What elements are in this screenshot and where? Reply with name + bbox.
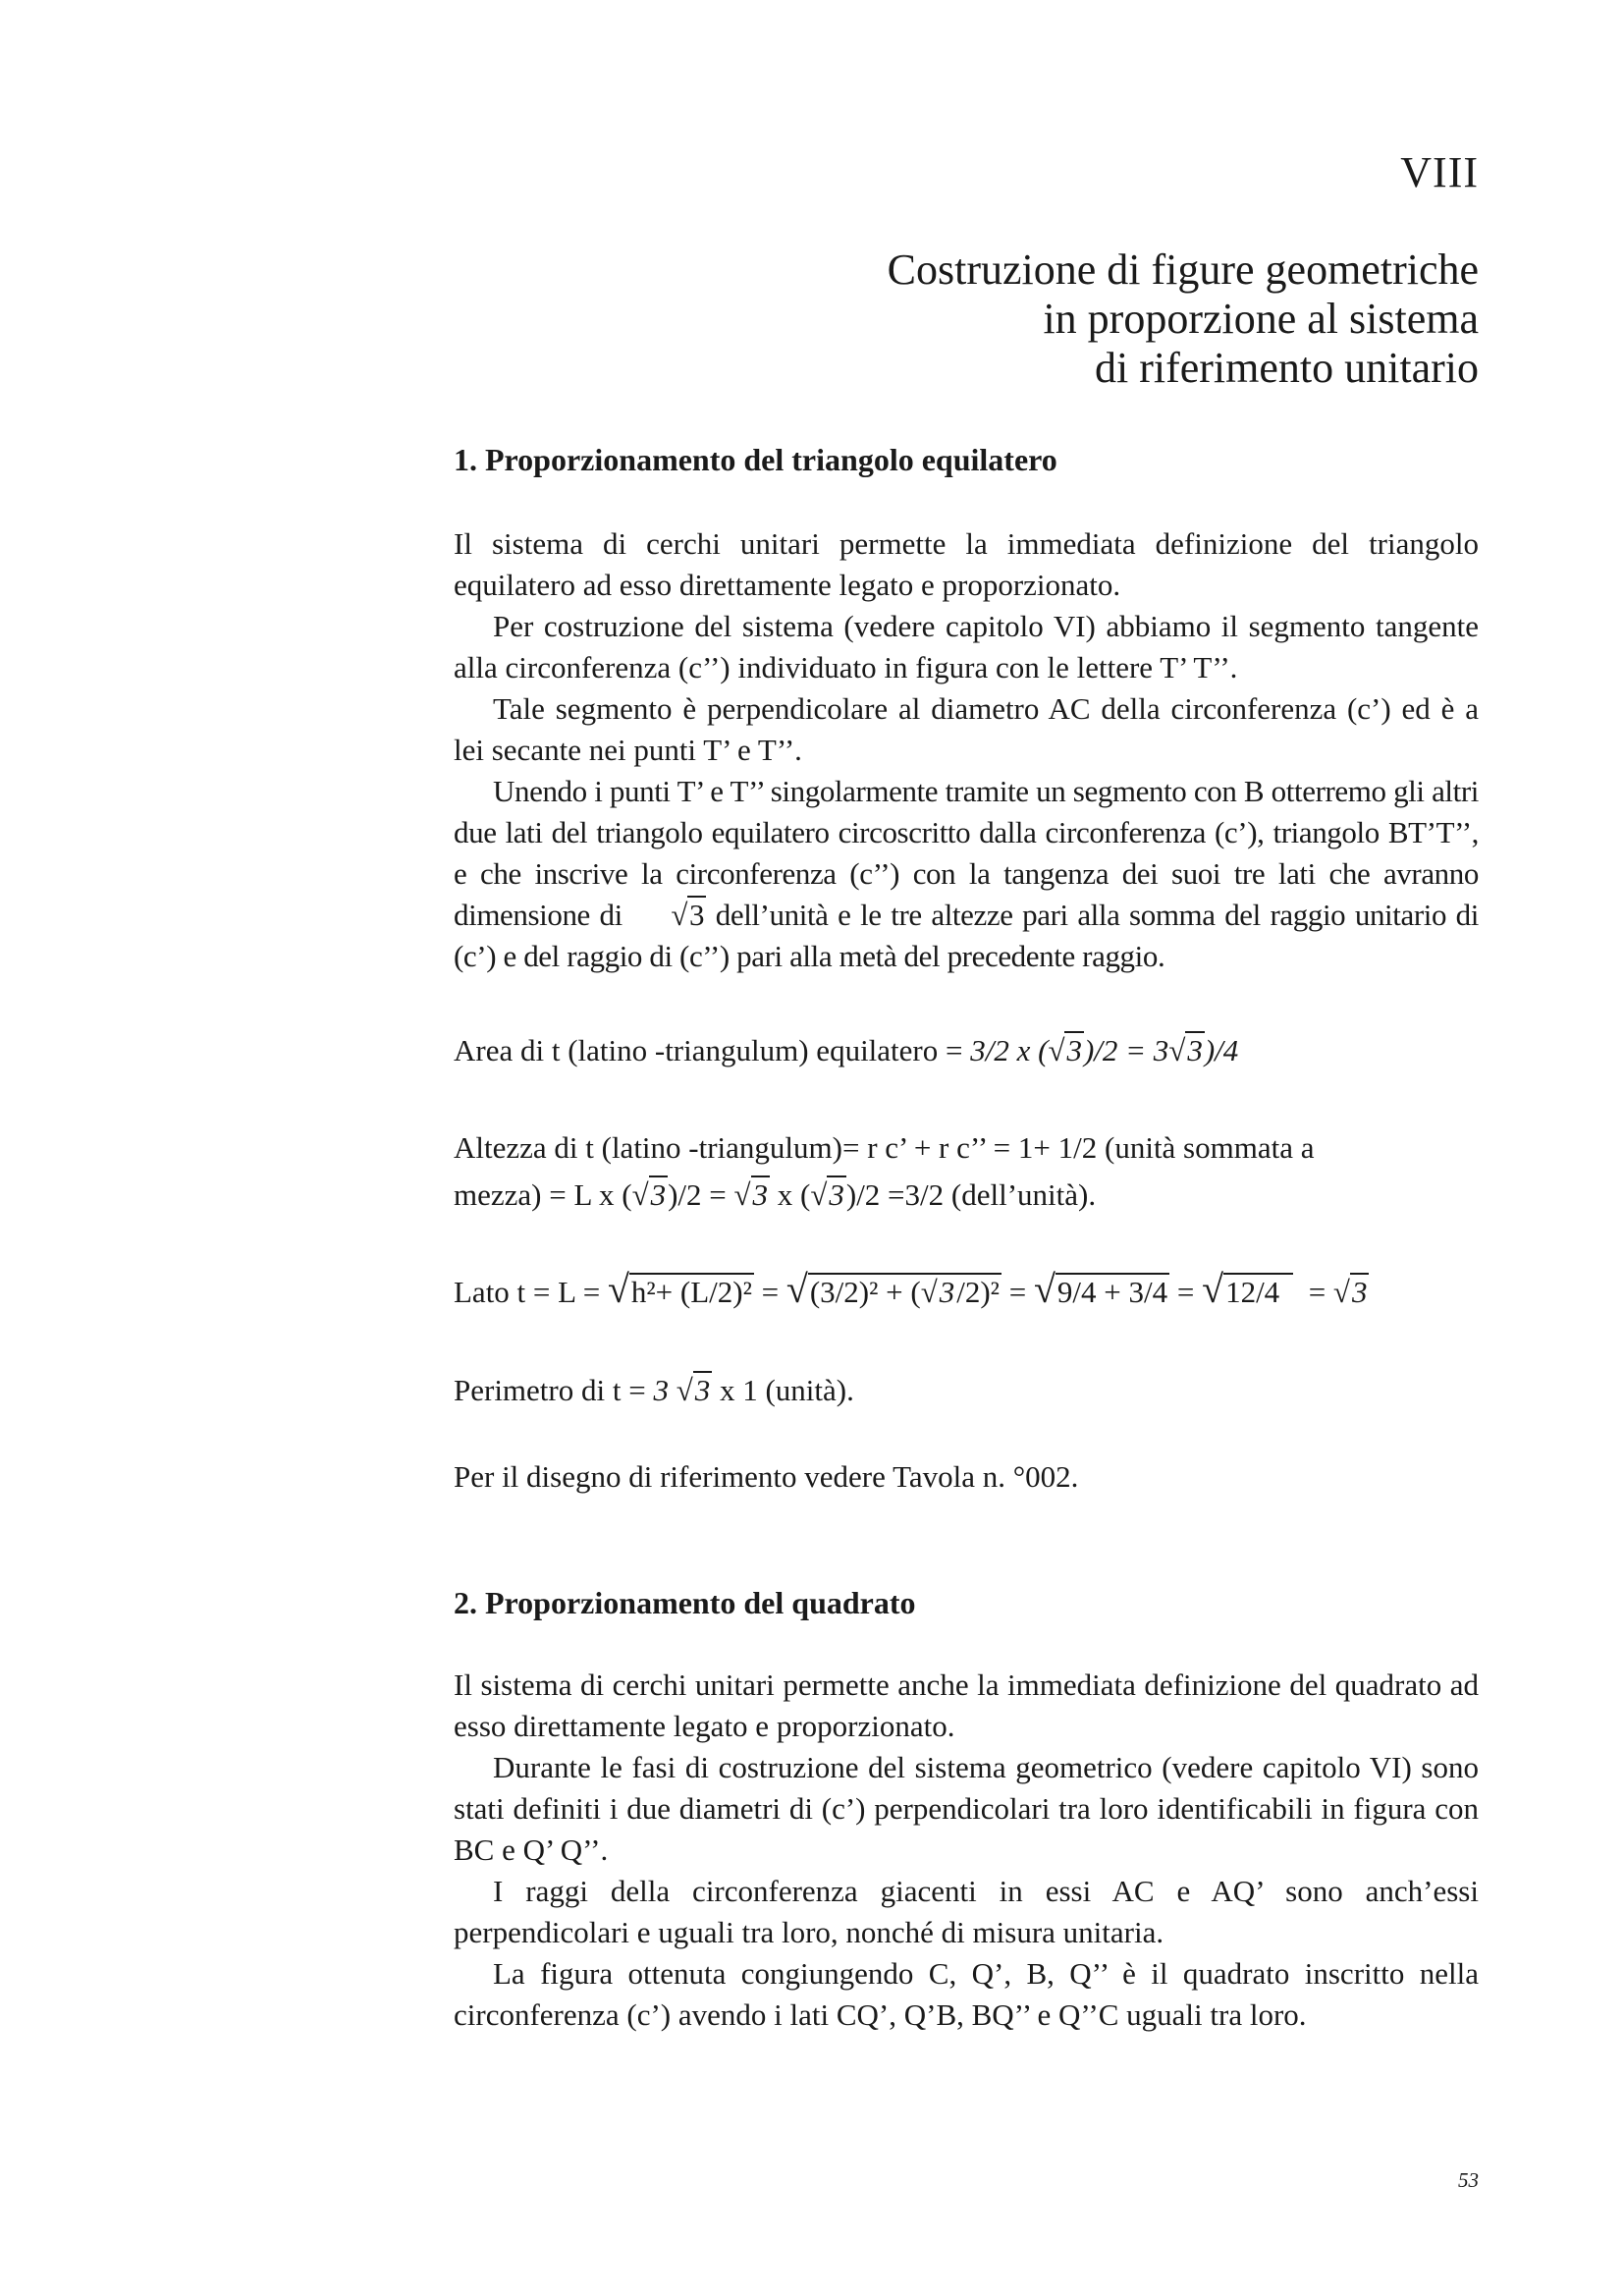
area-expr-1: 3/2 x ( [970, 1033, 1049, 1067]
sqrt-radicand: h²+ (L/2)² [630, 1275, 752, 1309]
area-expr-3: )/4 [1204, 1033, 1239, 1067]
altezza-line-1: Altezza di t (latino -triangulum)= r c’ + r c’’ = 1+ 1/2 (unità sommata a [454, 1130, 1315, 1165]
sqrt-radicand: 3 [650, 1177, 667, 1212]
perimetro-rest: x 1 (unità). [719, 1373, 854, 1407]
chapter-title [595, 246, 1479, 393]
area-formula [454, 1030, 1479, 1071]
sqrt-expression: √3 [671, 898, 705, 932]
perimetro-label: Perimetro di t = [454, 1373, 646, 1407]
sqrt-radicand: 3 [1066, 1033, 1082, 1067]
sqrt-radicand: 3 [689, 898, 705, 932]
sqrt-radicand [808, 1273, 1001, 1309]
sqrt-expression: √3 [920, 1275, 955, 1309]
section-2-paragraph-1: Il sistema di cerchi unitari permette anche la immediata definizione del quadrato ad esso direttamente legato e proporzionato. [454, 1667, 1479, 1743]
altezza-text-a: mezza) = L x ( [454, 1177, 632, 1212]
sqrt-expression: √3 [676, 1373, 711, 1407]
altezza-text-b: )/2 = [668, 1177, 727, 1212]
section-2-heading: 2. Proporzionamento del quadrato [454, 1585, 916, 1620]
sqrt-expression: √9/4 + 3/4 [1033, 1267, 1168, 1311]
sqrt-expression: √3 [1168, 1033, 1203, 1067]
paragraph-4-text-b: dell’unità e le tre altezze pari alla somma del raggio unitario di (c’) e del raggio di (c’’) pari alla metà del precedente raggio. [454, 898, 1479, 973]
section-2-paragraph-2: Durante le fasi di costruzione del sistema geometrico (vedere capitolo VI) sono stati definiti i due diametri di (c’) perpendicolari tra loro identificabili in figura con BC e Q’ Q’’. [454, 1750, 1479, 1867]
sqrt-radicand: 3 [752, 1177, 769, 1212]
paragraph-4-text-a: Unendo i punti T’ e T’’ singolarmente tramite un segmento con B otterremo gli altri due lati del triangolo equilatero circoscritto dalla circonferenza (c’), triangolo BT’T’’, e che inscrive la circonferenza (c’’) con la tangenza dei suoi tre lati che avranno dimensione di [454, 774, 1479, 932]
perimetro-factor: 3 [653, 1373, 669, 1407]
sqrt-radicand: 3 [829, 1177, 844, 1212]
lato-rad-2b: /2)² [956, 1275, 1000, 1309]
altezza-text-c: x ( [777, 1177, 811, 1212]
chapter-title-line-2: in proporzione al sistema [1043, 295, 1479, 343]
sqrt-expression: √(3/2)² + (√3/2)² [785, 1267, 1000, 1311]
chapter-number: VIII [1400, 148, 1479, 196]
sqrt-radicand: 12/4 [1223, 1273, 1293, 1309]
page-number: 53 [1458, 2168, 1479, 2192]
section-2-paragraph-4: La figura ottenuta congiungendo C, Q’, B, Q’’ è il quadrato inscritto nella circonferenza (c’) avendo i lati CQ’, Q’B, BQ’’ e Q’’C uguali tra loro. [454, 1956, 1479, 2032]
lato-label: Lato t = L = [454, 1275, 601, 1309]
altezza-line-2 [454, 1175, 1479, 1216]
chapter-title-line-3: di riferimento unitario [1095, 344, 1479, 392]
sqrt-expression: √3 [631, 1177, 667, 1212]
section-1-paragraph-2: Per costruzione del sistema (vedere capitolo VI) abbiamo il segmento tangente alla circonferenza (c’’) individuato in figura con le lettere T’ T’’. [454, 609, 1479, 684]
sqrt-radicand: 3 [939, 1275, 955, 1309]
area-expr-2: )/2 = 3 [1083, 1033, 1169, 1067]
sqrt-radicand: 3 [1351, 1275, 1368, 1309]
section-1-paragraph-1: Il sistema di cerchi unitari permette la immediata definizione del triangolo equilatero ad esso direttamente legato e proporzionato. [454, 526, 1479, 602]
lato-rad-2a: (3/2)² + ( [809, 1275, 921, 1309]
sqrt-radicand: 9/4 + 3/4 [1056, 1275, 1168, 1309]
chapter-title-line-1: Costruzione di figure geometriche [887, 246, 1479, 294]
section-1-heading: 1. Proporzionamento del triangolo equilatero [454, 442, 1057, 477]
sqrt-expression: √3 [733, 1177, 769, 1212]
perimetro-formula [454, 1370, 1479, 1411]
section-2-paragraph-3: I raggi della circonferenza giacenti in essi AC e AQ’ sono anch’essi perpendicolari e uguali tra loro, nonché di misura unitaria. [454, 1874, 1479, 1949]
section-1-paragraph-4 [454, 771, 1479, 977]
sqrt-radicand: 3 [1187, 1033, 1203, 1067]
lato-formula: Lato t = L = √h²+ (L/2)² = √(3/2)² + (√3/2)² = √9/4 + 3/4 = √12/4 = √3 [454, 1267, 1368, 1311]
sqrt-expression: √3 [1332, 1275, 1368, 1309]
sqrt-radicand: 3 [694, 1373, 711, 1407]
sqrt-expression: √12/4 [1202, 1269, 1293, 1313]
altezza-text-d: )/2 =3/2 (dell’unità). [845, 1177, 1097, 1212]
sqrt-expression: √3 [810, 1177, 844, 1212]
sqrt-expression: √3 [1048, 1033, 1082, 1067]
riferimento-note: Per il disegno di riferimento vedere Tavola n. °002. [454, 1459, 1079, 1494]
section-1-paragraph-3: Tale segmento è perpendicolare al diametro AC della circonferenza (c’) ed è a lei secante nei punti T’ e T’’. [454, 691, 1479, 767]
sqrt-expression: √h²+ (L/2)² [607, 1267, 752, 1311]
area-label: Area di t (latino -triangulum) equilatero = [454, 1033, 963, 1067]
